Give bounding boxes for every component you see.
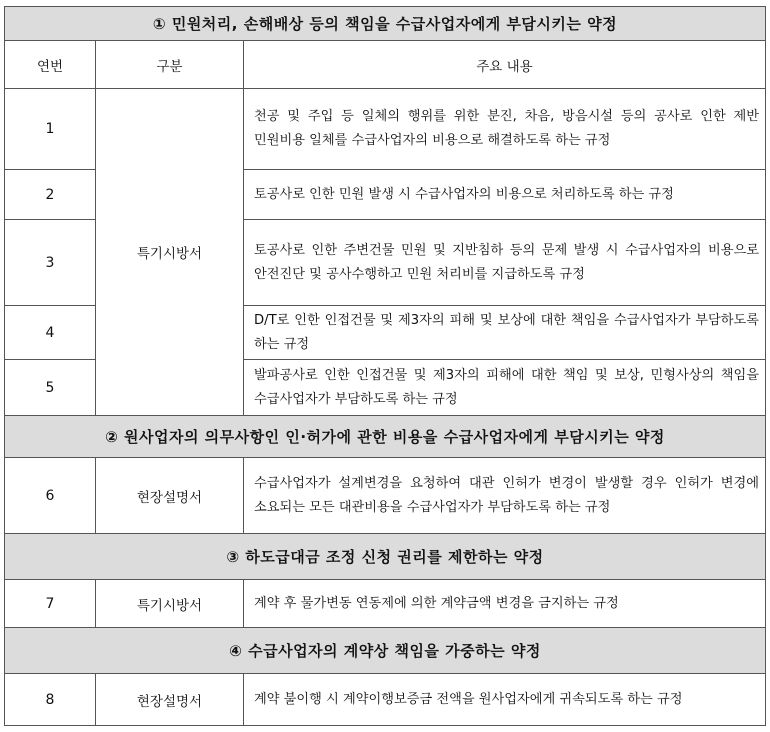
row-number: 6 (5, 458, 96, 534)
section-title: ② 원사업자의 의무사항인 인·허가에 관한 비용을 수급사업자에게 부담시키는 약정 (5, 416, 766, 458)
row-content: 발파공사로 인한 인접건물 및 제3자의 피해에 대한 책임 및 보상, 민형사상의 책임을 수급사업자가 부담하도록 하는 규정 (244, 360, 766, 416)
row-category: 특기시방서 (96, 89, 244, 416)
row-number: 8 (5, 674, 96, 726)
row-content: 토공사로 인한 민원 발생 시 수급사업자의 비용으로 처리하도록 하는 규정 (244, 170, 766, 220)
row-content: 토공사로 인한 주변건물 민원 및 지반침하 등의 문제 발생 시 수급사업자의 비용으로 안전진단 및 공사수행하고 민원 처리비를 지급하도록 규정 (244, 220, 766, 306)
row-number: 3 (5, 220, 96, 306)
header-category: 구분 (96, 41, 244, 89)
header-content: 주요 내용 (244, 41, 766, 89)
row-category: 현장설명서 (96, 458, 244, 534)
row-number: 5 (5, 360, 96, 416)
row-number: 4 (5, 306, 96, 360)
clause-table (4, 6, 766, 726)
table-row (5, 89, 766, 170)
column-header-row (5, 41, 766, 89)
row-category: 특기시방서 (96, 580, 244, 628)
row-category: 현장설명서 (96, 674, 244, 726)
header-no: 연번 (5, 41, 96, 89)
row-number: 7 (5, 580, 96, 628)
section-title: ③ 하도급대금 조정 신청 권리를 제한하는 약정 (5, 534, 766, 580)
row-number: 1 (5, 89, 96, 170)
row-content: 계약 불이행 시 계약이행보증금 전액을 원사업자에게 귀속되도록 하는 규정 (244, 674, 766, 726)
table-row (5, 580, 766, 628)
section-title: ① 민원처리, 손해배상 등의 책임을 수급사업자에게 부담시키는 약정 (5, 7, 766, 41)
row-number: 2 (5, 170, 96, 220)
section-title: ④ 수급사업자의 계약상 책임을 가중하는 약정 (5, 628, 766, 674)
section-header-3 (5, 534, 766, 580)
row-content: 천공 및 주입 등 일체의 행위를 위한 분진, 차음, 방음시설 등의 공사로 인한 제반 민원비용 일체를 수급사업자의 비용으로 해결하도록 하는 규정 (244, 89, 766, 170)
section-header-2 (5, 416, 766, 458)
row-content: 계약 후 물가변동 연동제에 의한 계약금액 변경을 금지하는 규정 (244, 580, 766, 628)
section-header-4 (5, 628, 766, 674)
row-content: D/T로 인한 인접건물 및 제3자의 피해 및 보상에 대한 책임을 수급사업자가 부담하도록 하는 규정 (244, 306, 766, 360)
table-row (5, 674, 766, 726)
table-row (5, 458, 766, 534)
row-content: 수급사업자가 설계변경을 요청하여 대관 인허가 변경이 발생할 경우 인허가 변경에 소요되는 모든 대관비용을 수급사업자가 부담하도록 하는 규정 (244, 458, 766, 534)
section-header-1 (5, 7, 766, 41)
